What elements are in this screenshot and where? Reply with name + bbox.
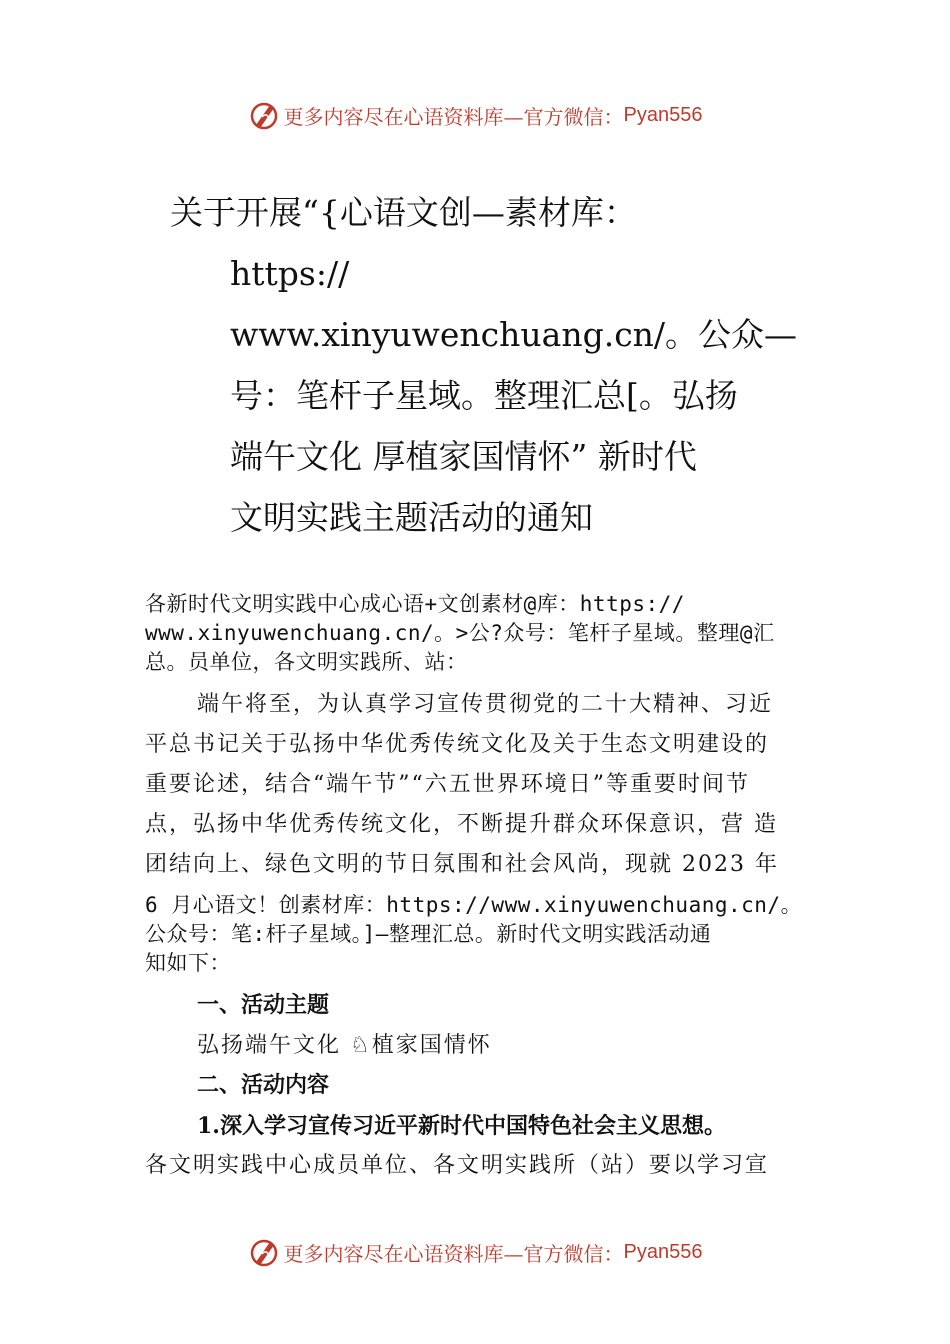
intro-line: 端午将至，为认真学习宣传贯彻党的二十大精神、习近	[197, 692, 774, 717]
notice-line: 公众号：笔:杆子星域。]—整理汇总。新时代文明实践活动通	[145, 922, 712, 946]
title-line: 号：笔杆子星域。整理汇总[。弘扬	[230, 376, 738, 415]
subsection-text: 各文明实践中心成员单位、各文明实践所（站）要以学习宣	[145, 1153, 770, 1178]
address-paragraph	[145, 590, 845, 677]
address-line: 各新时代文明实践中心成心语+文创素材@库：https://	[145, 592, 685, 616]
notice-paragraph	[145, 891, 845, 978]
section-theme-text: 弘扬端午文化 ♘植家国情怀	[197, 1033, 492, 1058]
title-line: 端午文化 厚植家国情怀” 新时代	[230, 437, 697, 476]
intro-paragraph	[145, 685, 845, 885]
title-line: 关于开展“{心语文创—素材库：	[170, 193, 637, 232]
document-body	[145, 590, 845, 1186]
footer-banner	[0, 1232, 950, 1272]
address-line: 总。员单位，各文明实践所、站：	[145, 650, 468, 674]
title-line: https://	[230, 254, 350, 293]
banner-text: 更多内容尽在心语资料库—官方微信：	[283, 104, 624, 129]
notice-line: 6 月心语文！创素材库：https://www.xinyuwenchuang.cn/。	[145, 893, 803, 917]
intro-line: 平总书记关于弘扬中华优秀传统文化及关于生态文明建设的	[145, 732, 770, 757]
title-line: www.xinyuwenchuang.cn/。公众—	[230, 315, 798, 354]
intro-line: 重要论述，结合“端午节”“六五世界环境日”等重要时间节	[145, 772, 750, 797]
banner-text: 更多内容尽在心语资料库—官方微信：	[283, 1241, 624, 1266]
address-line: www.xinyuwenchuang.cn/。>公?众号：笔杆子星域。整理@汇	[145, 621, 775, 645]
section-heading-theme: 一、活动主题	[197, 993, 330, 1018]
intro-line: 团结向上、绿色文明的节日氛围和社会风尚，现就 2023 年	[145, 852, 779, 877]
section-heading-content: 二、活动内容	[197, 1073, 330, 1098]
intro-line: 点，弘扬中华优秀传统文化，不断提升群众环保意识，营 造	[145, 812, 778, 837]
pen-logo-icon	[248, 99, 280, 131]
document-title	[170, 182, 810, 548]
banner-wechat-id: Pyan556	[623, 1240, 703, 1263]
pen-logo-icon	[248, 1236, 280, 1268]
title-line: 文明实践主题活动的通知	[230, 498, 593, 537]
banner-wechat-id: Pyan556	[623, 103, 703, 126]
notice-line: 知如下：	[145, 951, 231, 975]
subsection-heading: 1.深入学习宣传习近平新时代中国特色社会主义思想。	[197, 1113, 726, 1139]
header-banner	[0, 95, 950, 135]
